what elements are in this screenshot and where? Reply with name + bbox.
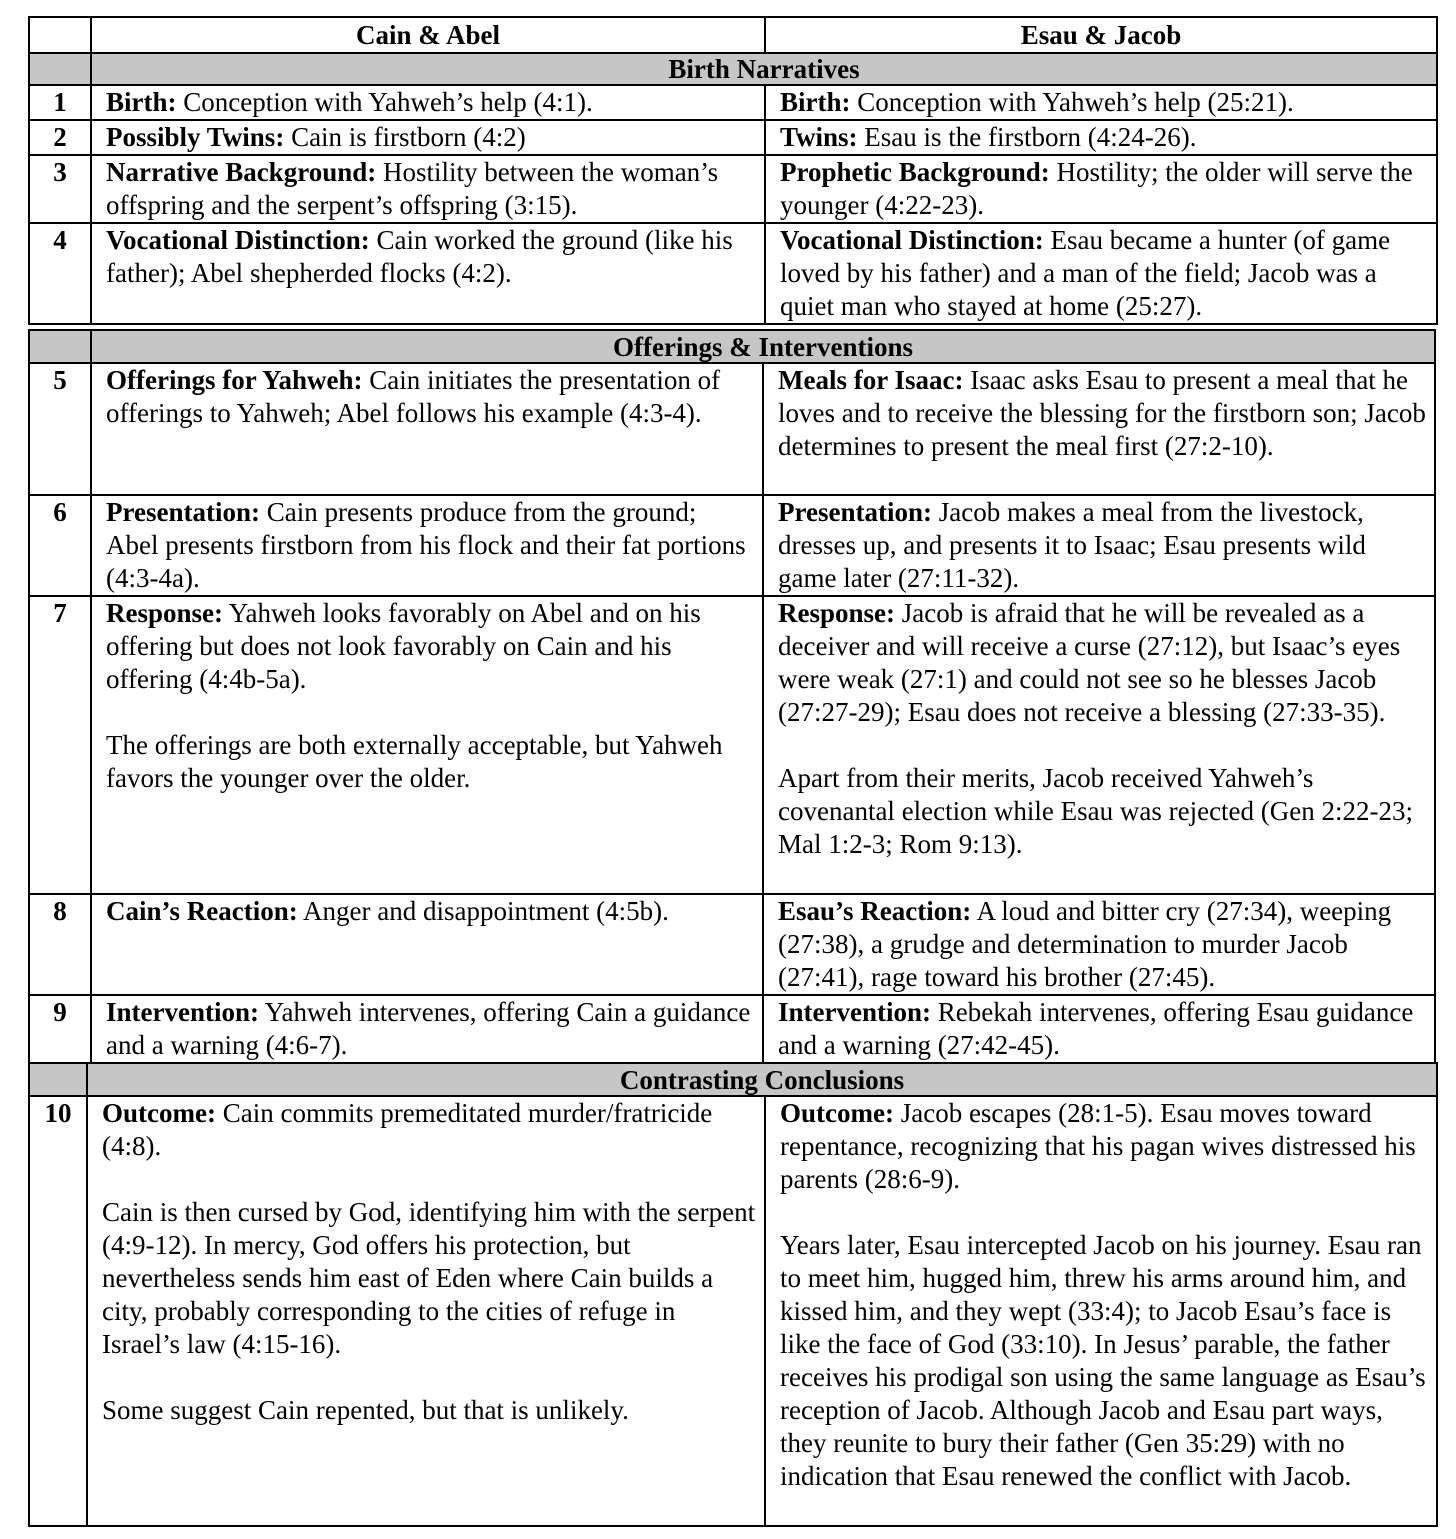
comparison-table-block-2 bbox=[28, 329, 1436, 1064]
cell-label: Presentation: bbox=[778, 497, 932, 527]
esau-jacob-cell bbox=[765, 155, 1437, 223]
table-row bbox=[29, 155, 1437, 223]
row-number: 9 bbox=[29, 995, 91, 1063]
cell-paragraph bbox=[780, 1097, 1428, 1196]
row-number: 4 bbox=[29, 223, 91, 324]
cain-abel-cell bbox=[87, 1096, 765, 1526]
cain-abel-cell bbox=[91, 995, 763, 1063]
esau-jacob-cell bbox=[763, 894, 1435, 995]
row-number: 6 bbox=[29, 495, 91, 596]
cell-text: Hostility; the older will serve the younger (4:22-23). bbox=[780, 157, 1413, 220]
cain-abel-cell bbox=[91, 85, 765, 120]
cell-label: Response: bbox=[106, 598, 224, 628]
cell-label: Possibly Twins: bbox=[106, 122, 285, 152]
esau-jacob-cell bbox=[763, 363, 1435, 495]
cain-abel-cell bbox=[91, 894, 763, 995]
row-number: 7 bbox=[29, 596, 91, 894]
cell-paragraph bbox=[102, 1097, 756, 1163]
cell-paragraph: Cain is then cursed by God, identifying him with the serpent (4:9-12). In mercy, God offers his protection, but nevertheless sends him east of Eden where Cain builds a city, probably corresponding to the cities of refuge in Israel’s law (4:15-16). bbox=[102, 1197, 756, 1359]
cell-label: Outcome: bbox=[780, 1098, 894, 1128]
cell-label: Vocational Distinction: bbox=[106, 225, 370, 255]
cell-paragraph bbox=[778, 597, 1426, 729]
cell-label: Response: bbox=[778, 598, 896, 628]
cain-abel-cell bbox=[91, 596, 763, 894]
cell-paragraph: The offerings are both externally acceptable, but Yahweh favors the younger over the older. bbox=[106, 730, 723, 793]
cell-label: Presentation: bbox=[106, 497, 260, 527]
cell-label: Intervention: bbox=[106, 997, 259, 1027]
table-row bbox=[29, 995, 1435, 1063]
cell-label: Narrative Background: bbox=[106, 157, 377, 187]
table-row bbox=[29, 596, 1435, 894]
cell-text: Yahweh looks favorably on Abel and on his offering but does not look favorably on Cain and his offering (4:4b-5a). bbox=[106, 598, 701, 694]
cell-text: Conception with Yahweh’s help (4:1). bbox=[176, 87, 593, 117]
cell-text: Cain commits premeditated murder/fratricide (4:8). bbox=[102, 1098, 713, 1161]
esau-jacob-cell bbox=[765, 85, 1437, 120]
esau-jacob-cell bbox=[765, 1096, 1437, 1526]
column-header-esau-jacob: Esau & Jacob bbox=[765, 17, 1437, 53]
cell-label: Meals for Isaac: bbox=[778, 365, 964, 395]
cell-text: Jacob escapes (28:1-5). Esau moves toward repentance, recognizing that his pagan wives distressed his parents (28:6-9). bbox=[780, 1098, 1416, 1194]
section-title-contrasting-conclusions: Contrasting Conclusions bbox=[87, 1063, 1437, 1096]
section-header-blank-cell bbox=[29, 53, 91, 85]
esau-jacob-cell bbox=[763, 495, 1435, 596]
cell-text: Esau became a hunter (of game loved by his father) and a man of the field; Jacob was a quiet man who stayed at home (25:27). bbox=[780, 225, 1391, 321]
cell-text: Esau is the firstborn (4:24-26). bbox=[857, 122, 1197, 152]
row-number: 1 bbox=[29, 85, 91, 120]
cell-text: Cain is firstborn (4:2) bbox=[284, 122, 526, 152]
cell-text: Jacob makes a meal from the livestock, dresses up, and presents it to Isaac; Esau presents wild game later (27:11-32). bbox=[778, 497, 1366, 593]
table-row bbox=[29, 85, 1437, 120]
cell-label: Intervention: bbox=[778, 997, 931, 1027]
cell-text: Cain initiates the presentation of offerings to Yahweh; Abel follows his example (4:3-4). bbox=[106, 365, 721, 428]
cell-text: Cain presents produce from the ground; Abel presents firstborn from his flock and their fat portions (4:3-4a). bbox=[106, 497, 746, 593]
cell-text: Rebekah intervenes, offering Esau guidance and a warning (27:42-45). bbox=[778, 997, 1414, 1060]
cell-text: Yahweh intervenes, offering Cain a guidance and a warning (4:6-7). bbox=[106, 997, 751, 1060]
cain-abel-cell bbox=[91, 120, 765, 155]
esau-jacob-cell bbox=[765, 223, 1437, 324]
section-title-offerings-interventions: Offerings & Interventions bbox=[91, 330, 1435, 363]
section-title-birth-narratives: Birth Narratives bbox=[91, 53, 1437, 85]
esau-jacob-cell bbox=[765, 120, 1437, 155]
cell-text: Hostility between the woman’s offspring and the serpent’s offspring (3:15). bbox=[106, 157, 719, 220]
cell-label: Offerings for Yahweh: bbox=[106, 365, 363, 395]
section-header-row bbox=[29, 1063, 1437, 1096]
cell-label: Prophetic Background: bbox=[780, 157, 1050, 187]
row-number: 5 bbox=[29, 363, 91, 495]
cell-text: Anger and disappointment (4:5b). bbox=[297, 896, 669, 926]
esau-jacob-cell bbox=[763, 596, 1435, 894]
column-header-row bbox=[29, 17, 1437, 53]
cell-label: Outcome: bbox=[102, 1098, 216, 1128]
cell-paragraph bbox=[106, 597, 754, 696]
cain-abel-cell bbox=[91, 223, 765, 324]
cell-label: Vocational Distinction: bbox=[780, 225, 1044, 255]
cell-text: A loud and bitter cry (27:34), weeping (27:38), a grudge and determination to murder Jacob (27:41), rage toward his brother (27:45). bbox=[778, 896, 1392, 992]
table-row bbox=[29, 223, 1437, 324]
row-number: 3 bbox=[29, 155, 91, 223]
cell-label: Esau’s Reaction: bbox=[778, 896, 972, 926]
cell-label: Birth: bbox=[106, 87, 177, 117]
cell-label: Birth: bbox=[780, 87, 851, 117]
section-header-blank-cell bbox=[29, 1063, 87, 1096]
table-row bbox=[29, 363, 1435, 495]
cell-paragraph: Some suggest Cain repented, but that is unlikely. bbox=[102, 1395, 629, 1425]
section-header-row bbox=[29, 53, 1437, 85]
column-header-cain-abel: Cain & Abel bbox=[91, 17, 765, 53]
cell-label: Twins: bbox=[780, 122, 858, 152]
row-number: 10 bbox=[29, 1096, 87, 1526]
comparison-table-block-3 bbox=[28, 1062, 1438, 1527]
header-blank-cell bbox=[29, 17, 91, 53]
comparison-table-block-1 bbox=[28, 16, 1438, 325]
table-row bbox=[29, 120, 1437, 155]
cell-text: Cain worked the ground (like his father); Abel shepherded flocks (4:2). bbox=[106, 225, 733, 288]
row-number: 8 bbox=[29, 894, 91, 995]
table-row bbox=[29, 1096, 1437, 1526]
cell-text: Conception with Yahweh’s help (25:21). bbox=[850, 87, 1294, 117]
cain-abel-cell bbox=[91, 363, 763, 495]
cell-text: Jacob is afraid that he will be revealed as a deceiver and will receive a curse (27:12), but Isaac’s eyes were weak (27:1) and could not see so he blesses Jacob (27:27-29); Esau does not receive a blessing (27:33-35). bbox=[778, 598, 1401, 727]
section-header-blank-cell bbox=[29, 330, 91, 363]
esau-jacob-cell bbox=[763, 995, 1435, 1063]
cain-abel-cell bbox=[91, 495, 763, 596]
cell-text: Isaac asks Esau to present a meal that he loves and to receive the blessing for the firstborn son; Jacob determines to present the meal first (27:2-10). bbox=[778, 365, 1426, 461]
cell-paragraph: Years later, Esau intercepted Jacob on his journey. Esau ran to meet him, hugged him, threw his arms around him, and kissed him, and they wept (33:4); to Jacob Esau’s face is like the face of God (33:10). In Jesus’ parable, the father receives his prodigal son using the same language as Esau’s reception of Jacob. Although Jacob and Esau part ways, they reunite to bury their father (Gen 35:29) with no indication that Esau renewed the conflict with Jacob. bbox=[780, 1230, 1426, 1491]
table-row bbox=[29, 495, 1435, 596]
table-row bbox=[29, 894, 1435, 995]
cell-label: Cain’s Reaction: bbox=[106, 896, 298, 926]
cell-paragraph: Apart from their merits, Jacob received Yahweh’s covenantal election while Esau was rejected (Gen 2:22-23; Mal 1:2-3; Rom 9:13). bbox=[778, 763, 1414, 859]
row-number: 2 bbox=[29, 120, 91, 155]
cain-abel-cell bbox=[91, 155, 765, 223]
section-header-row bbox=[29, 330, 1435, 363]
